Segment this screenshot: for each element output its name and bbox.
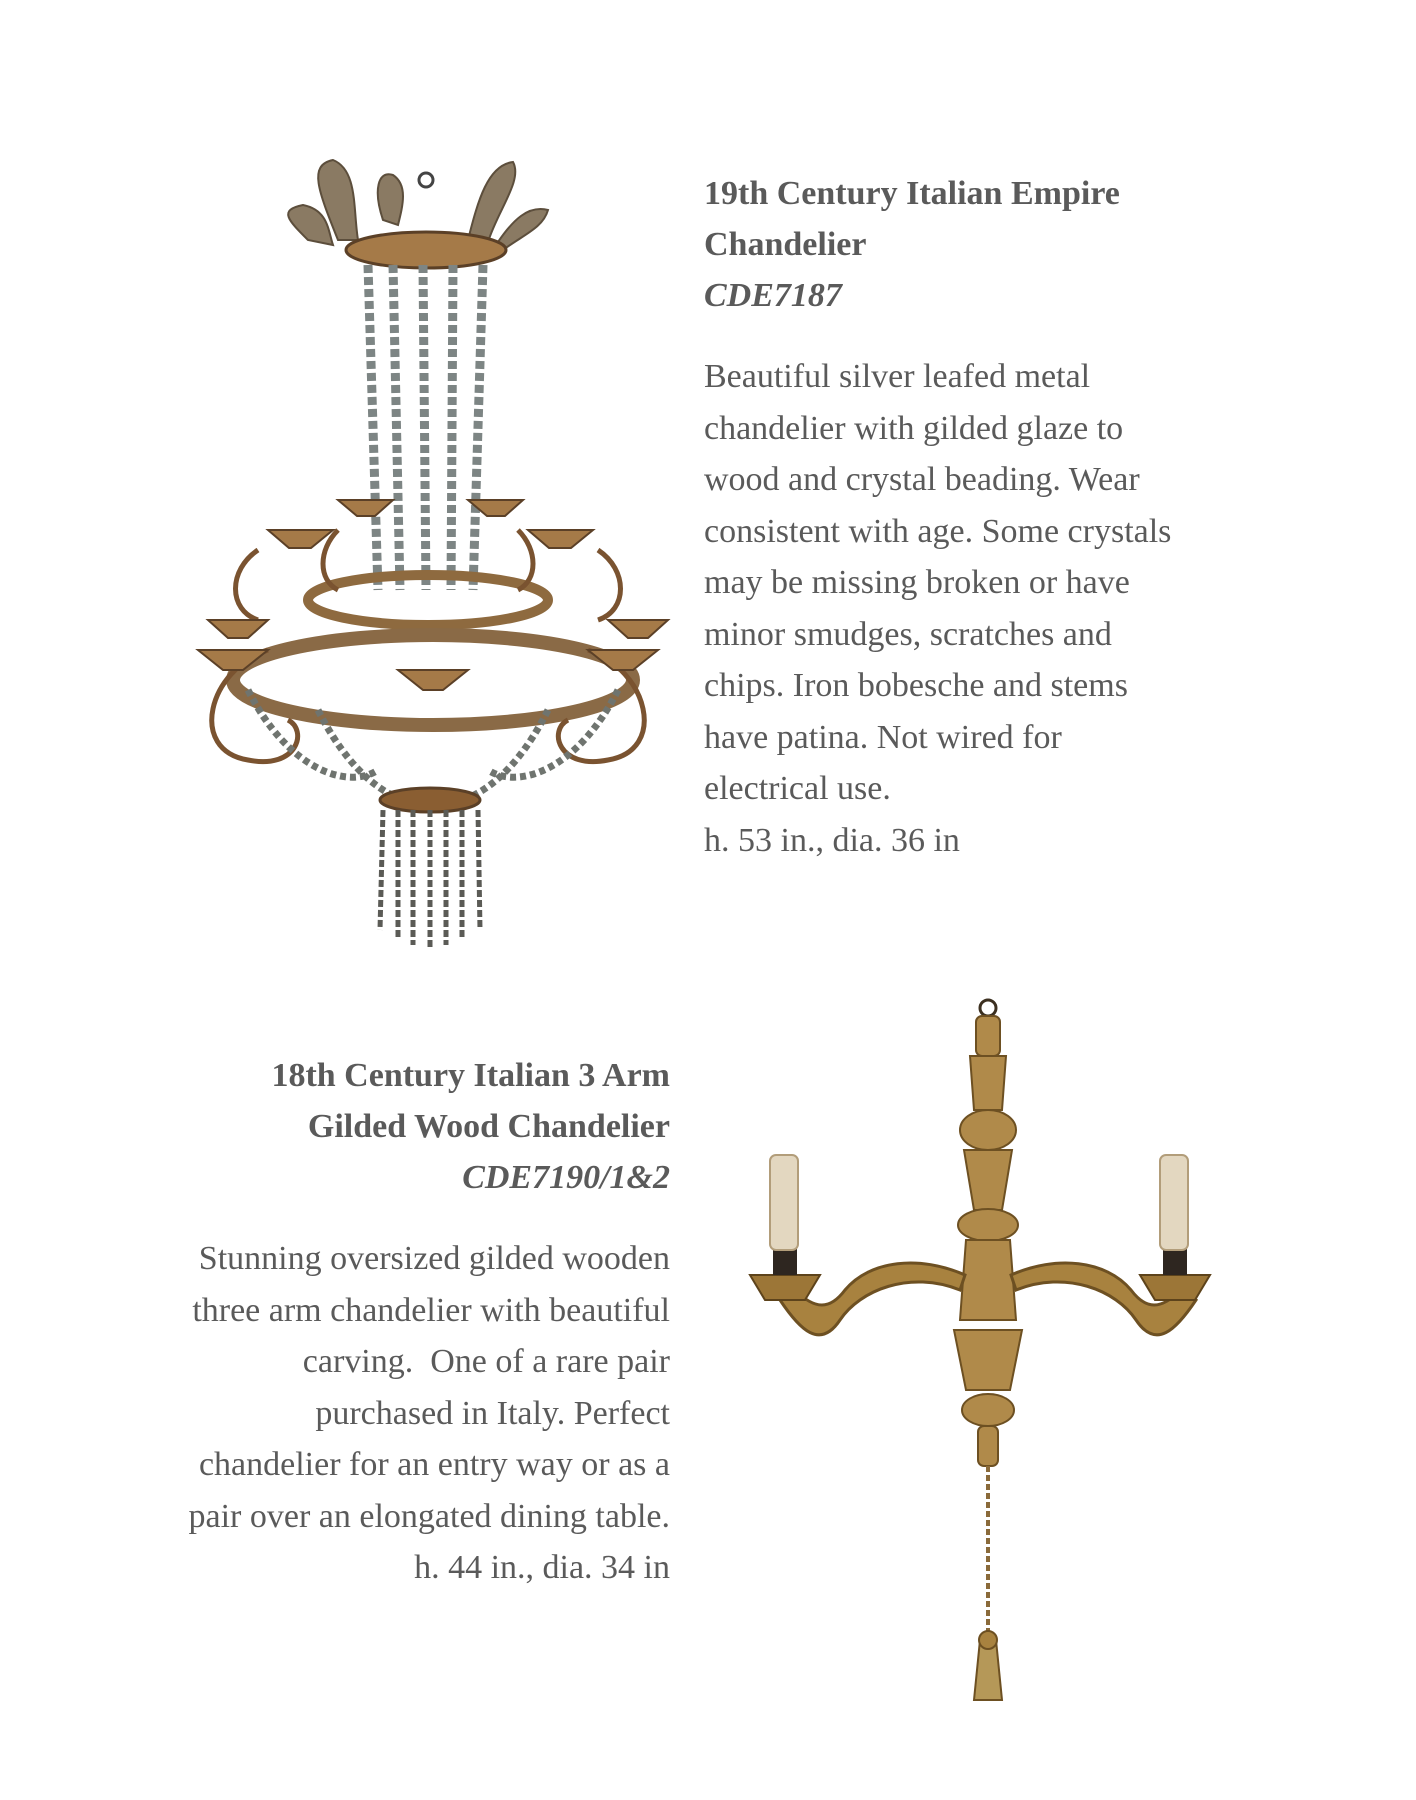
description-line: chips. Iron bobesche and stems [704, 667, 1128, 704]
description-line: minor smudges, scratches and [704, 615, 1112, 653]
product-dimensions: h. 53 in., dia. 36 in [704, 821, 960, 859]
product-block-empire-chandelier [704, 168, 1264, 866]
product-title-line: 18th Century Italian 3 Arm [271, 1057, 670, 1094]
description-line: Stunning oversized gilded wooden [198, 1240, 670, 1277]
product-sku: CDE7190/1&2 [462, 1159, 670, 1196]
product-block-gilded-wood-chandelier [100, 1050, 670, 1594]
description-line: Beautiful silver leafed metal [704, 358, 1091, 395]
description-line: may be missing broken or have [704, 564, 1130, 601]
description-line: pair over an elongated dining table. [188, 1497, 670, 1535]
product-title-line: 19th Century Italian Empire [704, 175, 1120, 212]
description-line: carving. One of a rare pair [302, 1343, 670, 1380]
description-line: chandelier with gilded glaze to [704, 409, 1124, 447]
product-description [100, 1233, 670, 1542]
product-description [704, 351, 1264, 815]
description-line: three arm chandelier with beautiful [192, 1291, 670, 1329]
product-title-line: Chandelier [704, 226, 867, 263]
description-line: have patina. Not wired for [704, 718, 1062, 756]
chandelier-gilded-wood-photo [740, 990, 1220, 1710]
chandelier-empire-photo [168, 150, 688, 980]
description-line: purchased in Italy. Perfect [315, 1394, 670, 1432]
description-line: consistent with age. Some crystals [704, 512, 1172, 550]
product-dimensions: h. 44 in., dia. 34 in [414, 1549, 670, 1586]
description-line: electrical use. [704, 770, 891, 807]
product-sku: CDE7187 [704, 277, 842, 314]
description-line: chandelier for an entry way or as a [198, 1446, 670, 1483]
product-title-line: Gilded Wood Chandelier [307, 1108, 670, 1145]
description-line: wood and crystal beading. Wear [704, 461, 1140, 498]
product-title [704, 168, 1264, 270]
product-title [100, 1050, 670, 1152]
